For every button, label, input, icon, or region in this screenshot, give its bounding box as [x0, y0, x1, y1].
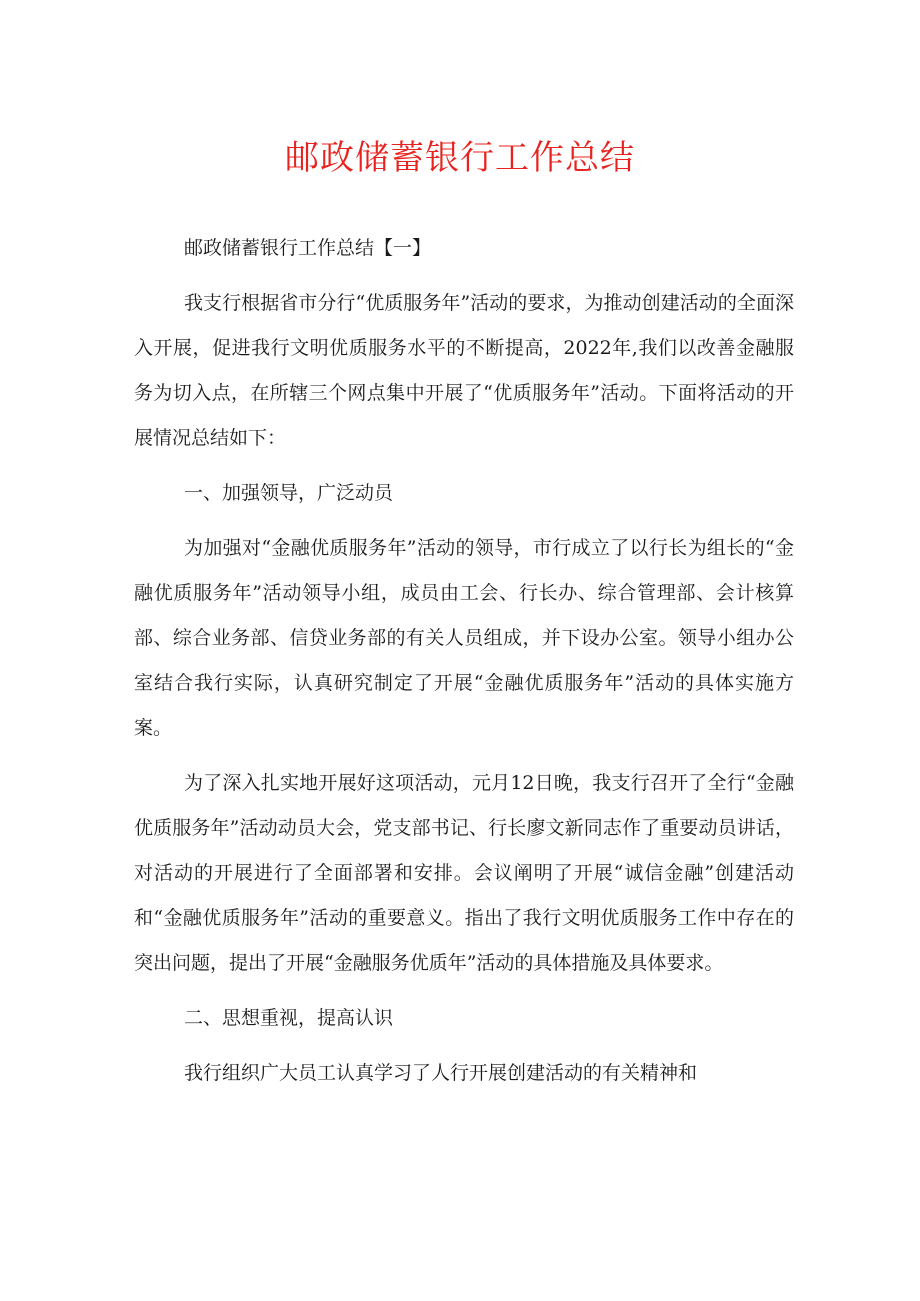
section-subtitle: 邮政储蓄银行工作总结【一】	[184, 237, 432, 259]
document-title: 邮政储蓄银行工作总结	[285, 138, 635, 178]
section-heading-1: 一、加强领导，广泛动员	[184, 482, 394, 504]
document-body	[134, 226, 794, 1096]
section-heading-2: 二、思想重视，提高认识	[184, 1007, 394, 1029]
paragraph-mobilization: 为了深入扎实地开展好这项活动，元月12日晚，我支行召开了全行“金融优质服务年”活动动员大会，党支部书记、行长廖文新同志作了重要动员讲话，对活动的开展进行了全面部署和安排。会议阐明了开展“诚信金融”创建活动和“金融优质服务年”活动的重要意义。指出了我行文明优质服务工作中存在的突出问题，提出了开展“金融服务优质年”活动的具体措施及具体要求。	[134, 772, 794, 974]
paragraph-intro: 我支行根据省市分行“优质服务年”活动的要求，为推动创建活动的全面深入开展，促进我行文明优质服务水平的不断提高，2022年,我们以改善金融服务为切入点，在所辖三个网点集中开展了“优质服务年”活动。下面将活动的开展情况总结如下：	[134, 292, 794, 449]
paragraph-study: 我行组织广大员工认真学习了人行开展创建活动的有关精神和	[184, 1062, 698, 1084]
paragraph-leadership: 为加强对“金融优质服务年”活动的领导，市行成立了以行长为组长的“金融优质服务年”活动领导小组，成员由工会、行长办、综合管理部、会计核算部、综合业务部、信贷业务部的有关人员组成，并下设办公室。领导小组办公室结合我行实际，认真研究制定了开展“金融优质服务年”活动的具体实施方案。	[134, 537, 794, 739]
